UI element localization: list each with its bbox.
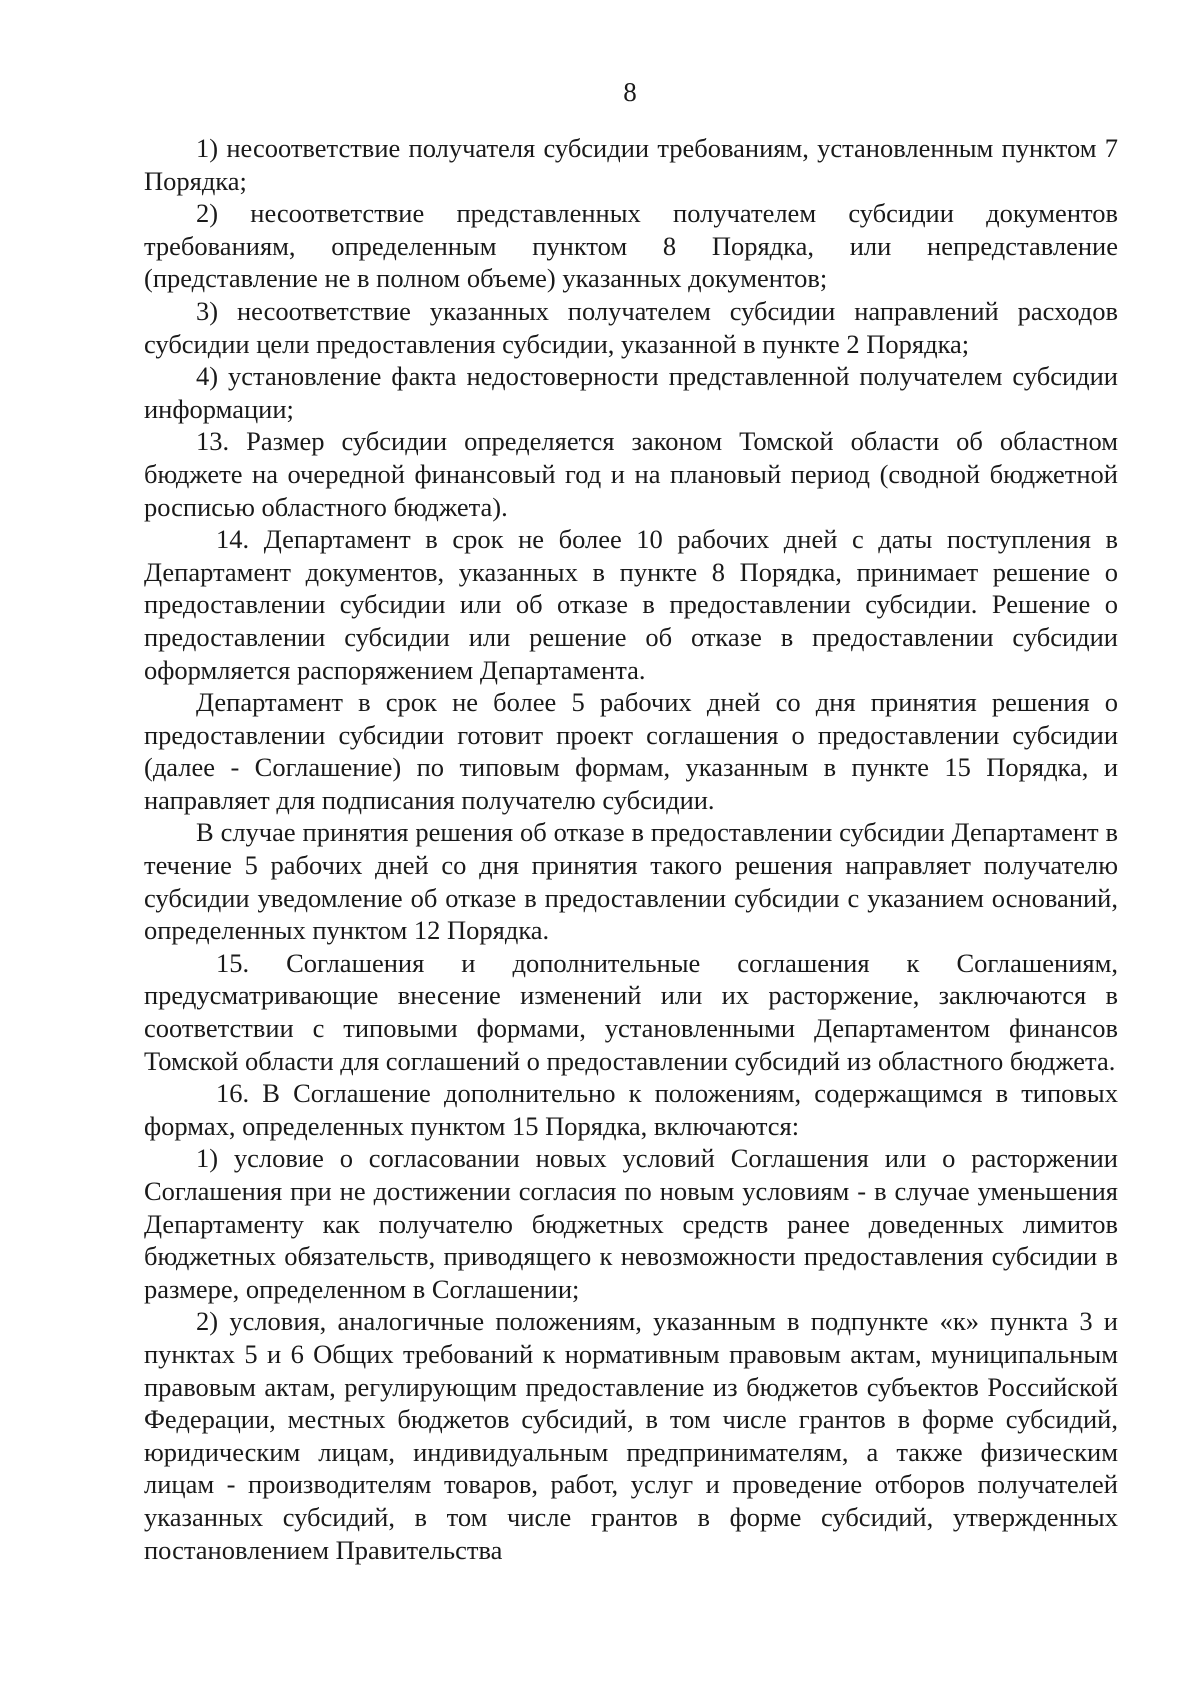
page-number: 8 bbox=[623, 77, 637, 107]
paragraph-14-refusal: В случае принятия решения об отказе в предоставлении субсидии Департамент в течение 5 рабочих дней со дня принятия такого решения направляет получателю субсидии уведомление об отказе в предоставлении субсидии с указанием оснований, определенных пунктом 12 Порядка. bbox=[144, 817, 1118, 946]
paragraph-16: 16. В Соглашение дополнительно к положениям, содержащимся в типовых формах, определенных пунктом 15 Порядка, включаются: bbox=[144, 1078, 1118, 1141]
paragraph-15: 15. Соглашения и дополнительные соглашения к Соглашениям, предусматривающие внесение изменений или их расторжение, заключаются в соответствии с типовыми формами, установленными Департаментом финансов Томской области для соглашений о предоставлении субсидий из областного бюджета. bbox=[144, 947, 1118, 1076]
paragraph-16-item-1: 1) условие о согласовании новых условий Соглашения или о расторжении Соглашения при не достижении согласия по новым условиям - в случае уменьшения Департаменту как получателю бюджетных средств ранее доведенных лимитов бюджетных обязательств, приводящего к невозможности предоставления субсидии в размере, определенном в Соглашении; bbox=[144, 1143, 1118, 1304]
paragraph-item-2: 2) несоответствие представленных получателем субсидии документов требованиям, определенным пунктом 8 Порядка, или непредставление (представление не в полном объеме) указанных документов; bbox=[144, 198, 1118, 294]
paragraph-14-agreement: Департамент в срок не более 5 рабочих дней со дня принятия решения о предоставлении субсидии готовит проект соглашения о предоставлении субсидии (далее - Соглашение) по типовым формам, указанным в пункте 15 Порядка, и направляет для подписания получателю субсидии. bbox=[144, 687, 1118, 815]
document-body bbox=[144, 132, 1118, 1566]
paragraph-16-item-2: 2) условия, аналогичные положениям, указанным в подпункте «к» пункта 3 и пунктах 5 и 6 Общих требований к нормативным правовым актам, муниципальным правовым актам, регулирующим предоставление из бюджетов субъектов Российской Федерации, местных бюджетов субсидий, в том числе грантов в форме субсидий, юридическим лицам, индивидуальным предпринимателям, а также физическим лицам - производителям товаров, работ, услуг и проведение отборов получателей указанных субсидий, в том числе грантов в форме субсидий, утвержденных постановлением Правительства bbox=[144, 1306, 1118, 1565]
paragraph-14: 14. Департамент в срок не более 10 рабочих дней с даты поступления в Департамент документов, указанных в пункте 8 Порядка, принимает решение о предоставлении субсидии или об отказе в предоставлении субсидии. Решение о предоставлении субсидии или решение об отказе в предоставлении субсидии оформляется распоряжением Департамента. bbox=[144, 524, 1118, 685]
paragraph-item-1: 1) несоответствие получателя субсидии требованиям, установленным пунктом 7 Порядка; bbox=[144, 133, 1118, 196]
paragraph-item-3: 3) несоответствие указанных получателем субсидии направлений расходов субсидии цели предоставления субсидии, указанной в пункте 2 Порядка; bbox=[144, 295, 1118, 359]
paragraph-13: 13. Размер субсидии определяется законом Томской области об областном бюджете на очередной финансовый год и на плановый период (сводной бюджетной росписью областного бюджета). bbox=[144, 426, 1118, 522]
paragraph-item-4: 4) установление факта недостоверности представленной получателем субсидии информации; bbox=[144, 361, 1118, 424]
